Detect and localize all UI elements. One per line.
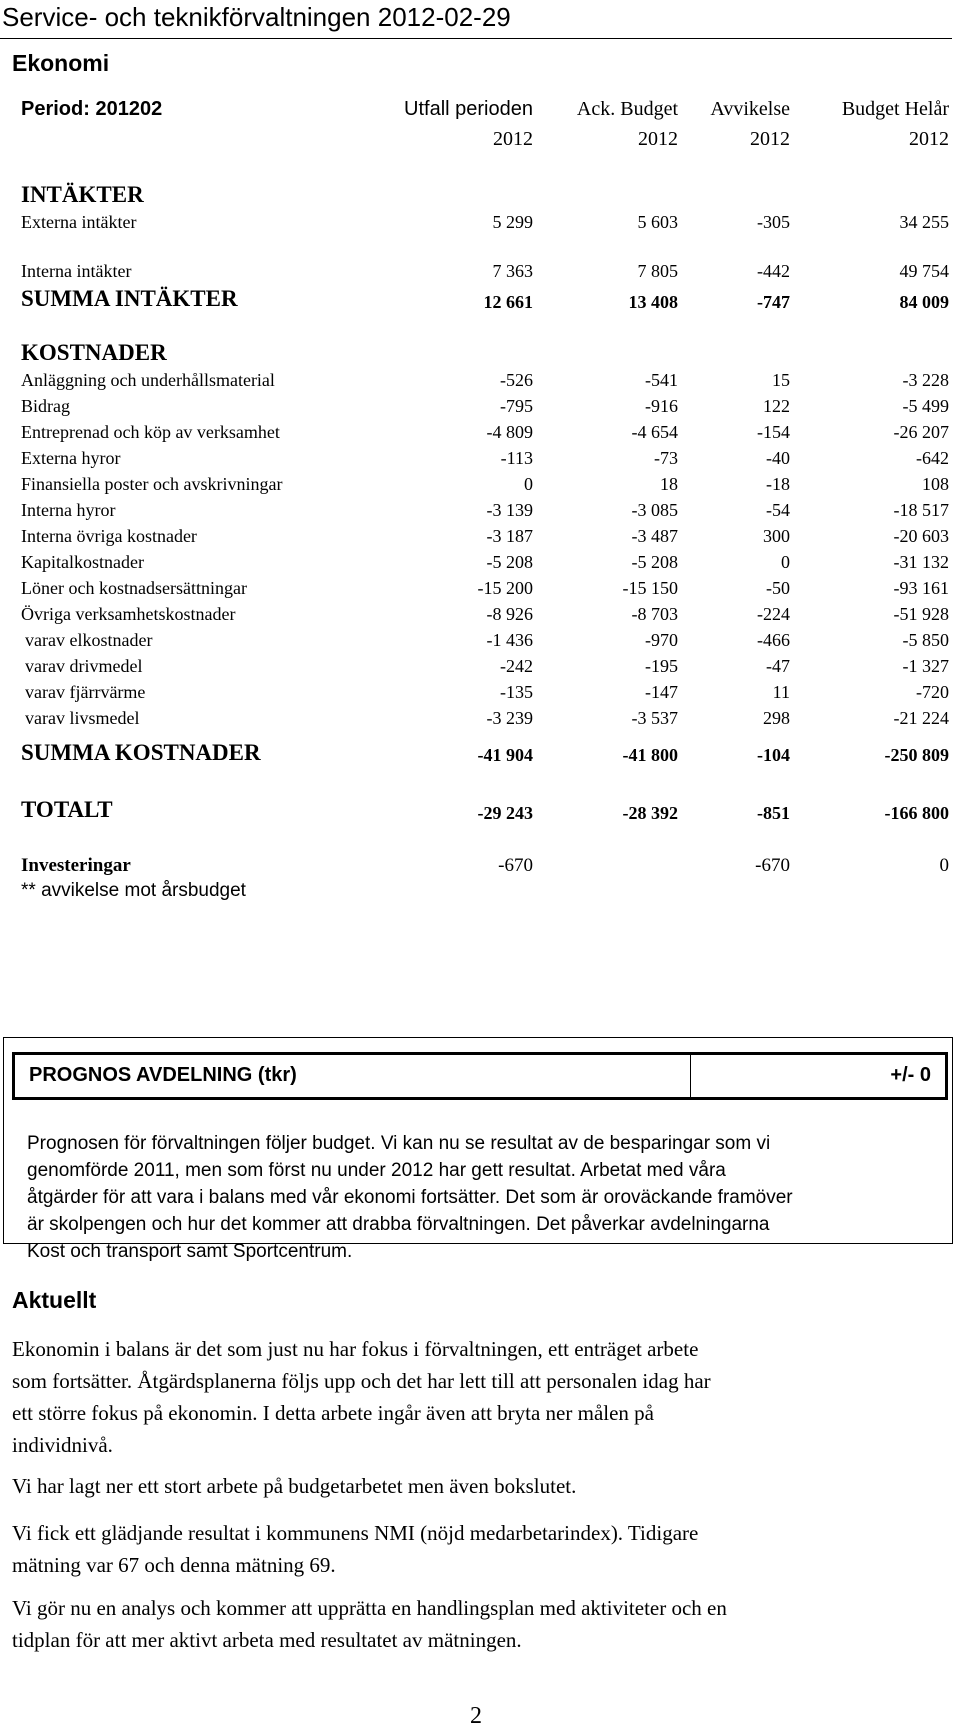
aktuellt-paragraph	[12, 1592, 942, 1656]
cell-budget-helar: -51 928	[893, 604, 949, 624]
column-header: Ack. Budget	[576, 98, 678, 120]
row-label: Löner och kostnadsersättningar	[21, 578, 247, 598]
paragraph-line: ett större fokus på ekonomin. I detta arbete ingår även att bryta ner målen på	[12, 1401, 654, 1425]
cell-ack-budget: 18	[660, 474, 678, 494]
cell-ack-budget: -5 208	[631, 552, 678, 572]
cell-ack-budget: 13 408	[628, 292, 678, 312]
row-label: Kapitalkostnader	[21, 552, 144, 572]
prognos-line: åtgärder för att vara i balans med vår ekonomi fortsätter. Det som är oroväckande framöver	[27, 1187, 793, 1208]
cell-utfall: -3 139	[486, 500, 533, 520]
column-year: 2012	[493, 128, 533, 150]
table-row	[0, 578, 960, 606]
table-header-year-row	[0, 128, 960, 156]
row-label: Finansiella poster och avskrivningar	[21, 474, 283, 494]
cell-ack-budget: -8 703	[631, 604, 678, 624]
cell-utfall: 12 661	[483, 292, 533, 312]
footnote-row	[0, 880, 960, 908]
totalt-row	[0, 797, 960, 825]
cell-ack-budget: -3 487	[631, 526, 678, 546]
cell-avvikelse: -104	[757, 745, 790, 765]
table-row	[0, 396, 960, 424]
cell-ack-budget: -4 654	[631, 422, 678, 442]
cell-ack-budget: 5 603	[637, 212, 678, 232]
cell-avvikelse: 298	[763, 708, 790, 728]
row-label: varav livsmedel	[25, 708, 140, 728]
table-row	[0, 500, 960, 528]
cell-avvikelse: -50	[766, 578, 790, 598]
row-label: Bidrag	[21, 396, 70, 416]
column-year: 2012	[638, 128, 678, 150]
cell-budget-helar: -1 327	[902, 656, 949, 676]
prognos-header	[12, 1052, 948, 1100]
cell-avvikelse: -154	[757, 422, 790, 442]
cell-utfall: -8 926	[486, 604, 533, 624]
cell-avvikelse: -18	[766, 474, 790, 494]
cell-utfall: -526	[500, 370, 533, 390]
cell-utfall: -29 243	[477, 803, 533, 823]
cell-utfall: -41 904	[477, 745, 533, 765]
kostnader-heading-row	[0, 340, 960, 368]
aktuellt-paragraph	[12, 1470, 942, 1502]
table-row	[0, 630, 960, 658]
cell-ack-budget: -147	[645, 682, 678, 702]
cell-avvikelse: -224	[757, 604, 790, 624]
prognos-title: PROGNOS AVDELNING (tkr)	[29, 1064, 297, 1086]
summa-intakter-label: SUMMA INTÄKTER	[21, 286, 238, 311]
row-label: varav elkostnader	[25, 630, 153, 650]
paragraph-line: Vi gör nu en analys och kommer att upprätta en handlingsplan med aktiviteter och en	[12, 1596, 727, 1620]
paragraph-line: Vi har lagt ner ett stort arbete på budgetarbetet men även bokslutet.	[12, 1474, 577, 1498]
table-header-row	[0, 98, 960, 126]
paragraph-line: mätning var 67 och denna mätning 69.	[12, 1553, 336, 1577]
aktuellt-paragraph	[12, 1517, 942, 1581]
cell-budget-helar: -18 517	[893, 500, 949, 520]
row-label: Externa hyror	[21, 448, 121, 468]
cell-utfall: -15 200	[477, 578, 533, 598]
row-label: Interna övriga kostnader	[21, 526, 197, 546]
cell-ack-budget: -73	[654, 448, 678, 468]
cell-budget-helar: -720	[916, 682, 949, 702]
cell-avvikelse: 300	[763, 526, 790, 546]
cell-utfall: -113	[500, 448, 533, 468]
period-label: Period: 201202	[21, 98, 163, 120]
footnote: ** avvikelse mot årsbudget	[21, 880, 246, 901]
cell-budget-helar: -5 850	[902, 630, 949, 650]
cell-utfall: -3 187	[486, 526, 533, 546]
table-row	[0, 261, 960, 289]
cell-ack-budget: -195	[645, 656, 678, 676]
cell-budget-helar: -3 228	[902, 370, 949, 390]
cell-budget-helar: 49 754	[899, 261, 949, 281]
cell-avvikelse: -747	[757, 292, 790, 312]
prognos-line: Kost och transport samt Sportcentrum.	[27, 1241, 353, 1262]
investeringar-row	[0, 855, 960, 883]
cell-budget-helar: -93 161	[893, 578, 949, 598]
row-label: Anläggning och underhållsmaterial	[21, 370, 275, 390]
column-header: Budget Helår	[841, 98, 949, 120]
table-row	[0, 604, 960, 632]
cell-utfall: 5 299	[492, 212, 533, 232]
cell-budget-helar: -26 207	[893, 422, 949, 442]
paragraph-line: som fortsätter. Åtgärdsplanerna följs upp och det har lett till att personalen idag har	[12, 1369, 711, 1393]
paragraph-line: individnivå.	[12, 1433, 113, 1457]
cell-avvikelse: -40	[766, 448, 790, 468]
cell-utfall: -1 436	[486, 630, 533, 650]
aktuellt-heading: Aktuellt	[12, 1287, 97, 1313]
cell-ack-budget: -3 085	[631, 500, 678, 520]
prognos-text	[27, 1130, 907, 1265]
cell-ack-budget: -916	[645, 396, 678, 416]
cell-ack-budget: -970	[645, 630, 678, 650]
table-row	[0, 474, 960, 502]
column-header: Utfall perioden	[404, 98, 533, 120]
kostnader-heading: KOSTNADER	[21, 340, 167, 365]
cell-utfall: 7 363	[492, 261, 533, 281]
totalt-label: TOTALT	[21, 797, 113, 822]
paragraph-line: tidplan för att mer aktivt arbeta med resultatet av mätningen.	[12, 1628, 522, 1652]
row-label: Entreprenad och köp av verksamhet	[21, 422, 280, 442]
cell-utfall: -795	[500, 396, 533, 416]
cell-budget-helar: 0	[939, 855, 949, 876]
table-row	[0, 448, 960, 476]
cell-ack-budget: -541	[645, 370, 678, 390]
cell-budget-helar: -166 800	[884, 803, 949, 823]
cell-avvikelse: 11	[772, 682, 790, 702]
cell-avvikelse: -466	[757, 630, 790, 650]
cell-budget-helar: 108	[922, 474, 949, 494]
row-label: varav fjärrvärme	[25, 682, 146, 702]
cell-avvikelse: -54	[766, 500, 790, 520]
cell-utfall: -5 208	[486, 552, 533, 572]
summa-kostnader-label: SUMMA KOSTNADER	[21, 740, 261, 765]
cell-avvikelse: -670	[755, 855, 790, 876]
column-year: 2012	[909, 128, 949, 150]
row-label: Externa intäkter	[21, 212, 137, 232]
table-row	[0, 552, 960, 580]
intakter-heading: INTÄKTER	[21, 182, 144, 207]
table-row	[0, 422, 960, 450]
table-row	[0, 212, 960, 240]
prognos-line: Prognosen för förvaltningen följer budget. Vi kan nu se resultat av de besparingar som vi	[27, 1133, 771, 1154]
cell-budget-helar: -31 132	[893, 552, 949, 572]
cell-budget-helar: 34 255	[899, 212, 949, 232]
column-header: Avvikelse	[710, 98, 790, 120]
table-row	[0, 656, 960, 684]
cell-budget-helar: -642	[916, 448, 949, 468]
cell-utfall: 0	[524, 474, 533, 494]
row-label: varav drivmedel	[25, 656, 143, 676]
prognos-divider	[690, 1055, 691, 1097]
cell-budget-helar: -250 809	[884, 745, 949, 765]
page-title: Service- och teknikförvaltningen 2012-02-29	[2, 2, 511, 32]
paragraph-line: Vi fick ett glädjande resultat i kommunens NMI (nöjd medarbetarindex). Tidigare	[12, 1521, 699, 1545]
cell-budget-helar: -21 224	[893, 708, 949, 728]
cell-avvikelse: -47	[766, 656, 790, 676]
prognos-box	[3, 1037, 953, 1262]
table-row	[0, 682, 960, 710]
page-number: 2	[470, 1703, 482, 1729]
summa-kostnader-row	[0, 740, 960, 768]
cell-utfall: -3 239	[486, 708, 533, 728]
cell-ack-budget: 7 805	[637, 261, 678, 281]
row-label: Interna hyror	[21, 500, 116, 520]
cell-ack-budget: -15 150	[622, 578, 678, 598]
cell-budget-helar: -5 499	[902, 396, 949, 416]
table-row	[0, 526, 960, 554]
cell-avvikelse: 122	[763, 396, 790, 416]
cell-avvikelse: 0	[781, 552, 790, 572]
row-label: Interna intäkter	[21, 261, 132, 281]
prognos-line: är skolpengen och hur det kommer att drabba förvaltningen. Det påverkar avdelningarna	[27, 1214, 770, 1235]
cell-budget-helar: -20 603	[893, 526, 949, 546]
column-year: 2012	[750, 128, 790, 150]
prognos-value: +/- 0	[890, 1064, 931, 1086]
table-row	[0, 708, 960, 736]
investeringar-label: Investeringar	[21, 855, 131, 876]
cell-avvikelse: -305	[757, 212, 790, 232]
cell-budget-helar: 84 009	[899, 292, 949, 312]
section-heading-ekonomi: Ekonomi	[12, 50, 110, 76]
cell-avvikelse: -851	[757, 803, 790, 823]
cell-avvikelse: -442	[757, 261, 790, 281]
cell-utfall: -242	[500, 656, 533, 676]
cell-avvikelse: 15	[772, 370, 790, 390]
paragraph-line: Ekonomin i balans är det som just nu har fokus i förvaltningen, ett enträget arbete	[12, 1337, 699, 1361]
cell-utfall: -670	[498, 855, 533, 876]
page-header	[0, 0, 952, 39]
intakter-heading-row	[0, 182, 960, 210]
cell-ack-budget: -28 392	[622, 803, 678, 823]
cell-utfall: -4 809	[486, 422, 533, 442]
cell-ack-budget: -3 537	[631, 708, 678, 728]
table-row	[0, 370, 960, 398]
cell-ack-budget: -41 800	[622, 745, 678, 765]
row-label: Övriga verksamhetskostnader	[21, 604, 236, 624]
prognos-line: genomförde 2011, men som först nu under 2012 har gett resultat. Arbetat med våra	[27, 1160, 726, 1181]
cell-utfall: -135	[500, 682, 533, 702]
aktuellt-paragraph	[12, 1333, 942, 1461]
summa-intakter-row	[0, 288, 960, 316]
